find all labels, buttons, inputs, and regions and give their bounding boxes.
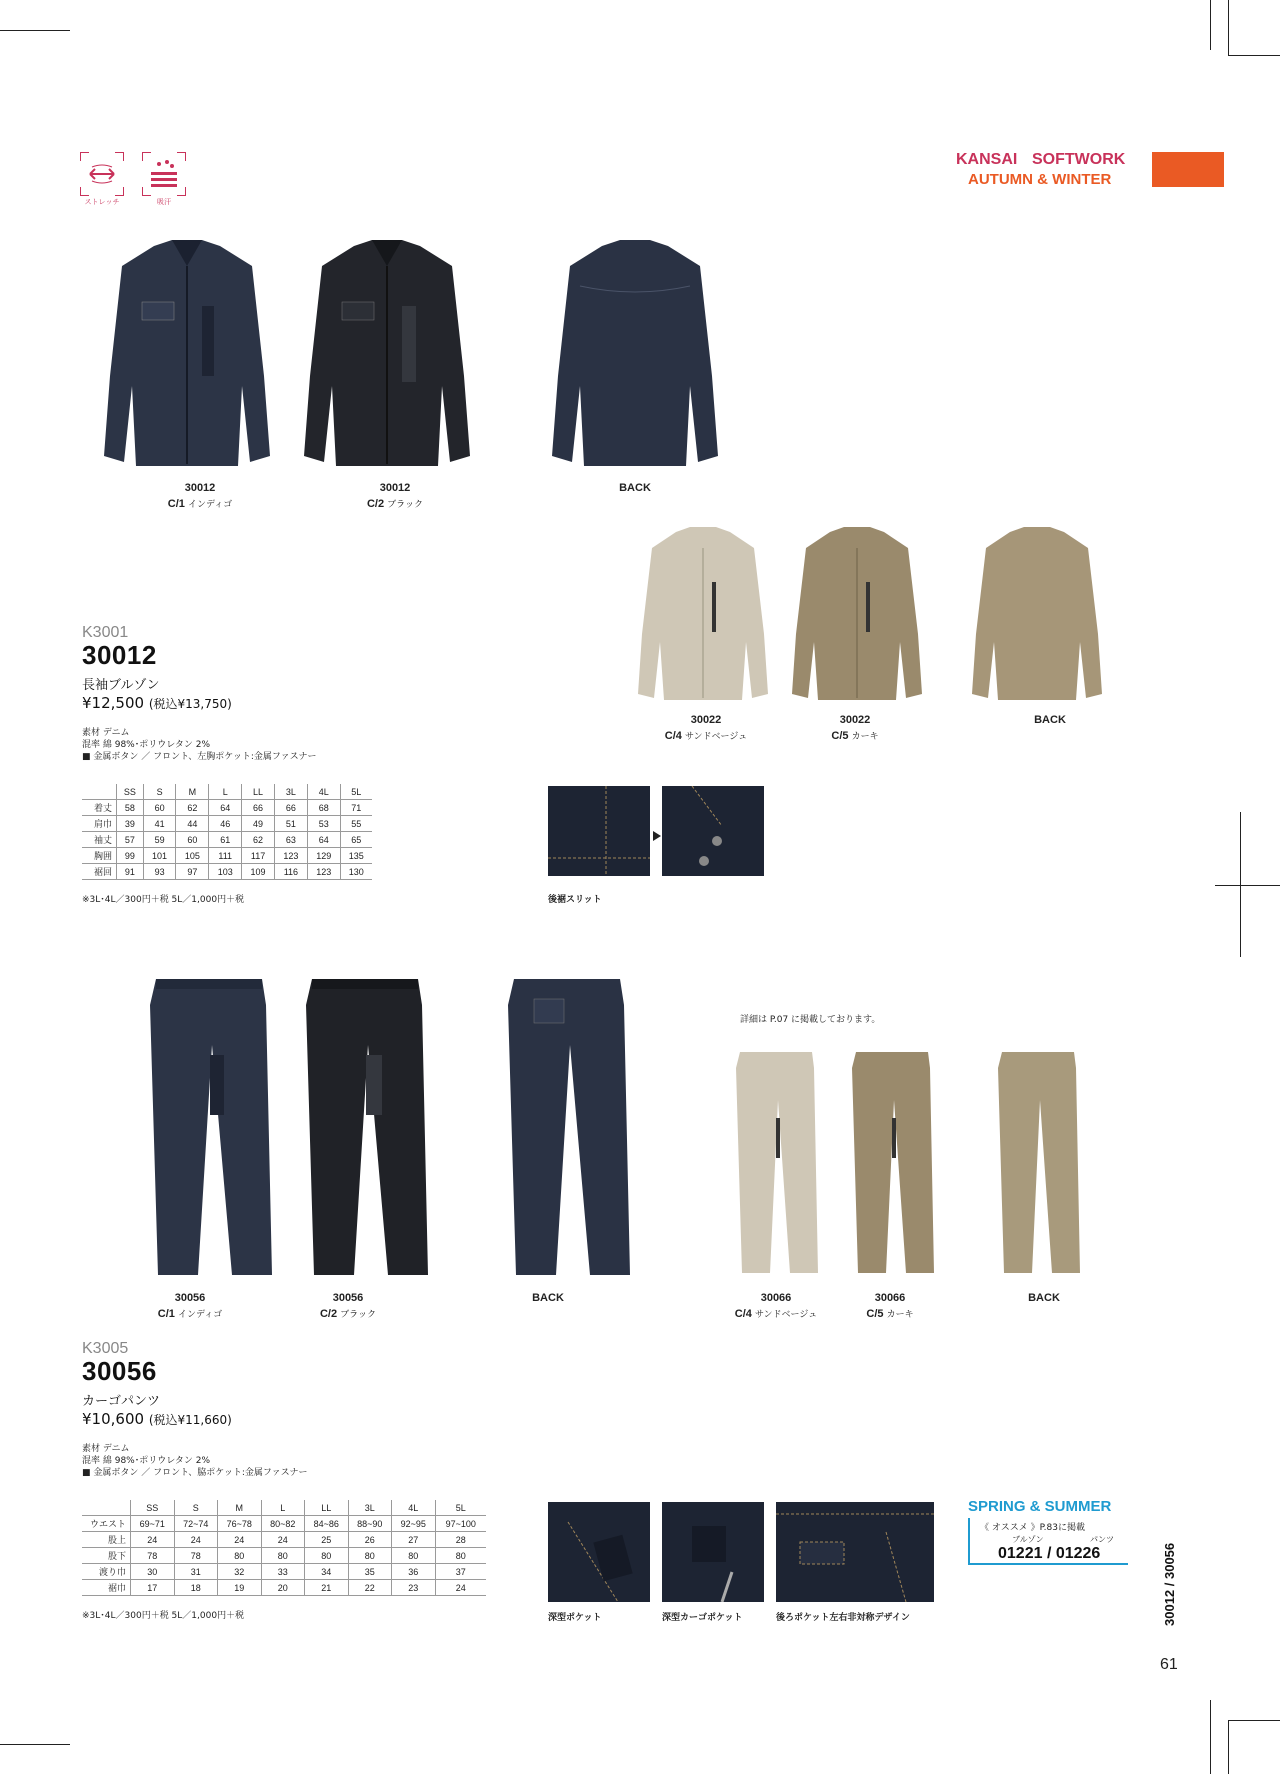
jacket-model-code: K3001	[82, 624, 129, 641]
stretch-icon-label: ストレッチ	[84, 198, 120, 206]
table-row	[82, 1580, 486, 1596]
caption-color: C/2	[366, 498, 385, 510]
table-cell: L	[261, 1500, 305, 1516]
pants-price	[82, 1410, 232, 1428]
caption-color-name: サンドベージュ	[754, 1309, 818, 1319]
accent-bar	[1152, 152, 1224, 187]
sweat-absorb-icon	[142, 152, 186, 196]
table-cell: 44	[176, 816, 209, 832]
table-cell: 34	[305, 1564, 349, 1580]
table-cell: 62	[242, 832, 275, 848]
table-cell: 24	[174, 1532, 218, 1548]
jacket-size-table	[82, 784, 372, 880]
table-cell: 57	[117, 832, 144, 848]
table-cell: 123	[274, 848, 307, 864]
caption-code: 30012	[184, 482, 216, 494]
pants-size-table	[82, 1500, 486, 1596]
brand-kansai: KANSAI	[956, 151, 1018, 168]
crop-mark	[0, 1744, 70, 1745]
table-row	[82, 1564, 486, 1580]
side-label: 30012 / 30056	[1162, 1542, 1177, 1626]
crop-mark	[1215, 885, 1280, 886]
table-cell: 19	[218, 1580, 262, 1596]
crop-mark	[0, 30, 70, 31]
spring-summer-bracket	[968, 1518, 1128, 1565]
jacket-detail-photo-1	[548, 786, 650, 876]
spring-summer-recommend: 《 オススメ 》P.83に掲載	[980, 1523, 1085, 1533]
page-number: 61	[1160, 1656, 1178, 1673]
table-cell: 62	[176, 800, 209, 816]
table-cell: 88~90	[348, 1516, 392, 1532]
pants-photo-black	[290, 975, 440, 1275]
table-cell: 111	[209, 848, 242, 864]
caption-color-name: サンドベージュ	[684, 731, 748, 741]
caption-color-name: インディゴ	[177, 1309, 223, 1319]
jacket-detail-caption: 後裾スリット	[548, 895, 602, 905]
pants-related-note: 詳細は P.07 に掲載しております。	[740, 1015, 881, 1025]
pants-spec	[82, 1443, 308, 1479]
table-cell: 59	[143, 832, 176, 848]
jacket-related-caption-sand	[646, 712, 766, 744]
table-cell: 24	[218, 1532, 262, 1548]
table-cell: 65	[340, 832, 372, 848]
jacket-related-photo-back	[962, 524, 1112, 709]
table-cell: 80	[392, 1548, 436, 1564]
caption-color: C/4	[734, 1308, 752, 1320]
table-cell: 5L	[435, 1500, 486, 1516]
table-cell: 3L	[274, 784, 307, 800]
table-row	[82, 800, 372, 816]
jacket-spec	[82, 727, 317, 763]
price-tax: (税込¥13,750)	[148, 697, 232, 711]
table-cell: 116	[274, 864, 307, 880]
brand-softwork: SOFTWORK	[1032, 151, 1126, 168]
table-cell	[82, 1500, 131, 1516]
jacket-related-photo-khaki	[782, 524, 932, 709]
pants-detail-photo-1	[548, 1502, 650, 1602]
pants-detail-caption-2: 深型カーゴポケット	[662, 1613, 743, 1623]
table-cell: 71	[340, 800, 372, 816]
caption-color-name: インディゴ	[187, 499, 233, 509]
spring-summer-codes: 01221 / 01226	[998, 1545, 1101, 1562]
table-cell: 31	[174, 1564, 218, 1580]
table-cell: S	[143, 784, 176, 800]
table-cell: 80	[218, 1548, 262, 1564]
pants-model-code: K3005	[82, 1340, 129, 1357]
pants-related-photo-khaki	[842, 1048, 942, 1273]
pants-related-photo-back	[988, 1048, 1088, 1273]
table-cell: 41	[143, 816, 176, 832]
table-cell: 117	[242, 848, 275, 864]
row-label: 肩巾	[82, 816, 117, 832]
pants-caption-indigo	[140, 1290, 240, 1322]
caption-color: C/1	[157, 1308, 175, 1320]
spec-features: ■ 金属ボタン ／ フロント、左胸ポケット:金属ファスナー	[82, 752, 317, 762]
caption-code: 30012	[379, 482, 411, 494]
table-cell: L	[209, 784, 242, 800]
jacket-photo-indigo	[92, 236, 282, 476]
table-cell: 135	[340, 848, 372, 864]
crop-mark	[1228, 0, 1229, 55]
jacket-caption-indigo	[150, 480, 250, 512]
table-row	[82, 848, 372, 864]
table-cell: 101	[143, 848, 176, 864]
table-cell: 37	[435, 1564, 486, 1580]
price-value: ¥10,600	[82, 1410, 145, 1428]
stretch-icon	[80, 152, 124, 196]
table-cell: M	[218, 1500, 262, 1516]
table-cell: 63	[274, 832, 307, 848]
table-cell: 39	[117, 816, 144, 832]
table-cell: 105	[176, 848, 209, 864]
sweat-absorb-icon-label: 吸汗	[157, 198, 171, 206]
pants-detail-caption-3: 後ろポケット左右非対称デザイン	[776, 1613, 910, 1623]
row-label: 胸囲	[82, 848, 117, 864]
row-label: 着丈	[82, 800, 117, 816]
table-cell: 130	[340, 864, 372, 880]
table-cell: 22	[348, 1580, 392, 1596]
spec-blend: 混率 綿 98%･ポリウレタン 2%	[82, 1456, 211, 1466]
row-label: 袖丈	[82, 832, 117, 848]
jacket-photo-black	[292, 236, 482, 476]
table-cell: 28	[435, 1532, 486, 1548]
crop-mark	[1228, 1720, 1229, 1774]
caption-color-name: カーキ	[886, 1309, 914, 1319]
table-cell: 55	[340, 816, 372, 832]
spring-summer-title: SPRING & SUMMER	[968, 1498, 1112, 1515]
table-header-row	[82, 784, 372, 800]
table-header-row	[82, 1500, 486, 1516]
pants-related-caption-sand	[716, 1290, 836, 1322]
table-row	[82, 816, 372, 832]
pants-name: カーゴパンツ	[82, 1394, 161, 1409]
spec-material: 素材 デニム	[82, 728, 130, 738]
pants-size-note: ※3L･4L／300円＋税 5L／1,000円＋税	[82, 1611, 245, 1621]
table-cell: 64	[307, 832, 340, 848]
spring-summer-label-pants: パンツ	[1090, 1535, 1114, 1544]
table-cell: 72~74	[174, 1516, 218, 1532]
table-cell: 53	[307, 816, 340, 832]
table-cell: 80	[305, 1548, 349, 1564]
table-cell: 32	[218, 1564, 262, 1580]
table-cell: SS	[117, 784, 144, 800]
table-cell: LL	[242, 784, 275, 800]
pants-related-caption-back: BACK	[1028, 1292, 1060, 1304]
table-cell: 24	[131, 1532, 175, 1548]
table-cell: 103	[209, 864, 242, 880]
table-cell: 97	[176, 864, 209, 880]
table-cell: 36	[392, 1564, 436, 1580]
spec-material: 素材 デニム	[82, 1444, 130, 1454]
jacket-related-caption-khaki	[800, 712, 910, 744]
jacket-price	[82, 694, 232, 712]
table-cell: 129	[307, 848, 340, 864]
pants-caption-black	[298, 1290, 398, 1322]
table-cell: 4L	[307, 784, 340, 800]
table-cell: S	[174, 1500, 218, 1516]
table-cell: 60	[143, 800, 176, 816]
table-row	[82, 864, 372, 880]
table-cell: 80	[261, 1548, 305, 1564]
table-cell: 84~86	[305, 1516, 349, 1532]
table-cell: 109	[242, 864, 275, 880]
table-cell: 27	[392, 1532, 436, 1548]
table-cell: 46	[209, 816, 242, 832]
table-cell: 80	[435, 1548, 486, 1564]
jacket-photo-back	[540, 236, 730, 476]
spec-features: ■ 金属ボタン ／ フロント、脇ポケット:金属ファスナー	[82, 1468, 308, 1478]
table-cell	[82, 784, 117, 800]
pants-detail-photo-2	[662, 1502, 764, 1602]
price-value: ¥12,500	[82, 694, 145, 712]
table-cell: 92~95	[392, 1516, 436, 1532]
table-cell: 78	[131, 1548, 175, 1564]
table-cell: 76~78	[218, 1516, 262, 1532]
pants-photo-indigo	[134, 975, 284, 1275]
table-cell: 80	[348, 1548, 392, 1564]
caption-code: 30022	[690, 714, 722, 726]
caption-code: 30056	[174, 1292, 206, 1304]
crop-mark	[1228, 1720, 1280, 1721]
table-cell: 24	[435, 1580, 486, 1596]
spring-summer-label-blouson: ブルゾン	[1012, 1535, 1044, 1544]
table-cell: 64	[209, 800, 242, 816]
table-row	[82, 1532, 486, 1548]
row-label: 股下	[82, 1548, 131, 1564]
table-row	[82, 832, 372, 848]
table-cell: 4L	[392, 1500, 436, 1516]
jacket-detail-photo-2	[662, 786, 764, 876]
table-row	[82, 1516, 486, 1532]
caption-color-name: カーキ	[851, 731, 879, 741]
caption-code: 30066	[760, 1292, 792, 1304]
table-cell: 26	[348, 1532, 392, 1548]
table-cell: 25	[305, 1532, 349, 1548]
caption-color: C/4	[664, 730, 682, 742]
table-cell: M	[176, 784, 209, 800]
table-cell: 49	[242, 816, 275, 832]
table-cell: 17	[131, 1580, 175, 1596]
table-cell: LL	[305, 1500, 349, 1516]
caption-color-name: ブラック	[340, 1309, 376, 1319]
row-label: 股上	[82, 1532, 131, 1548]
table-cell: 58	[117, 800, 144, 816]
table-cell: 123	[307, 864, 340, 880]
row-label: ウエスト	[82, 1516, 131, 1532]
table-row	[82, 1548, 486, 1564]
table-cell: 66	[242, 800, 275, 816]
table-cell: SS	[131, 1500, 175, 1516]
table-cell: 60	[176, 832, 209, 848]
crop-mark	[1210, 1700, 1211, 1774]
row-label: 裾巾	[82, 1580, 131, 1596]
table-cell: 24	[261, 1532, 305, 1548]
season-label: AUTUMN & WINTER	[968, 171, 1112, 188]
caption-color: C/2	[319, 1308, 338, 1320]
caption-color: C/5	[831, 730, 849, 742]
table-cell: 23	[392, 1580, 436, 1596]
row-label: 裾回	[82, 864, 117, 880]
jacket-caption-black	[345, 480, 445, 512]
spec-blend: 混率 綿 98%･ポリウレタン 2%	[82, 740, 211, 750]
table-cell: 5L	[340, 784, 372, 800]
table-cell: 93	[143, 864, 176, 880]
caption-code: 30056	[332, 1292, 364, 1304]
table-cell: 68	[307, 800, 340, 816]
caption-color: C/1	[167, 498, 185, 510]
table-cell: 80~82	[261, 1516, 305, 1532]
table-cell: 21	[305, 1580, 349, 1596]
jacket-related-caption-back: BACK	[1034, 714, 1066, 726]
crop-mark	[1210, 0, 1211, 50]
table-cell: 66	[274, 800, 307, 816]
price-tax: (税込¥11,660)	[148, 1413, 232, 1427]
caption-code: 30066	[874, 1292, 906, 1304]
jacket-related-photo-sand	[628, 524, 778, 709]
table-cell: 61	[209, 832, 242, 848]
table-cell: 3L	[348, 1500, 392, 1516]
table-cell: 35	[348, 1564, 392, 1580]
pants-detail-caption-1: 深型ポケット	[548, 1613, 602, 1623]
caption-color: C/5	[866, 1308, 884, 1320]
pants-photo-back	[492, 975, 642, 1275]
table-cell: 18	[174, 1580, 218, 1596]
table-cell: 99	[117, 848, 144, 864]
table-cell: 51	[274, 816, 307, 832]
pants-model-number: 30056	[82, 1356, 157, 1386]
pants-related-caption-khaki	[840, 1290, 940, 1322]
row-label: 渡り巾	[82, 1564, 131, 1580]
arrow-right-icon	[652, 830, 662, 842]
crop-mark	[1228, 55, 1280, 56]
jacket-caption-back: BACK	[619, 482, 651, 494]
table-cell: 97~100	[435, 1516, 486, 1532]
caption-code: 30022	[839, 714, 871, 726]
table-cell: 33	[261, 1564, 305, 1580]
jacket-name: 長袖ブルゾン	[82, 678, 160, 693]
table-cell: 20	[261, 1580, 305, 1596]
table-cell: 30	[131, 1564, 175, 1580]
jacket-model-number: 30012	[82, 640, 157, 670]
table-cell: 69~71	[131, 1516, 175, 1532]
pants-caption-back: BACK	[532, 1292, 564, 1304]
table-cell: 78	[174, 1548, 218, 1564]
jacket-size-note: ※3L･4L／300円＋税 5L／1,000円＋税	[82, 895, 245, 905]
pants-related-photo-sand	[726, 1048, 826, 1273]
pants-detail-photo-3	[776, 1502, 934, 1602]
table-cell: 91	[117, 864, 144, 880]
caption-color-name: ブラック	[387, 499, 423, 509]
